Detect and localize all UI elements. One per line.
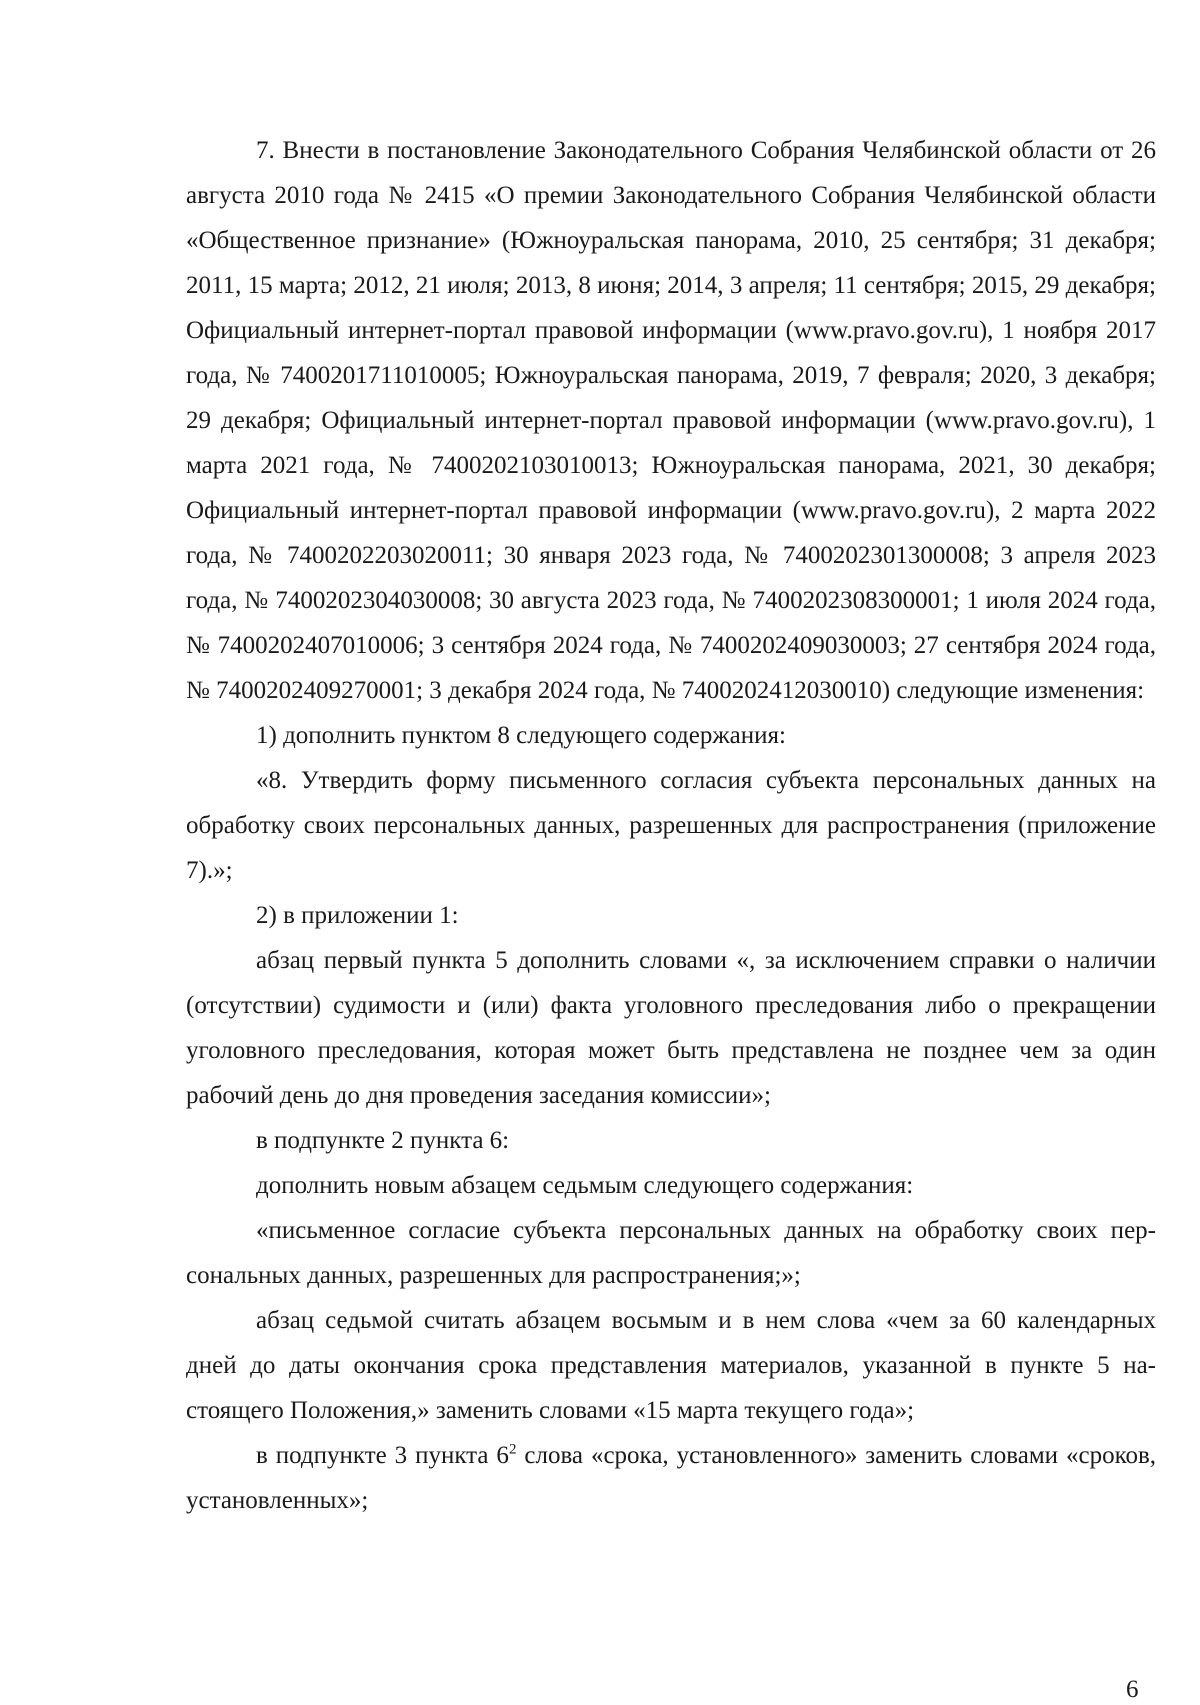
page-number: 6 — [1126, 1676, 1139, 1703]
paragraph-subclause-2-header: в подпункте 2 пункта 6: — [256, 1127, 510, 1154]
paragraph-subclause-3 — [186, 1433, 1156, 1523]
paragraph-clause-5-amendment: абзац первый пункта 5 дополнить словами «, за исключением справки о наличии (отсутствии) судимости и (или) факта уголовного преследования либо о прекращении уголовного преследования, которая может быть представлена не позднее чем за один рабочий день до дня проведения заседания комиссии»; — [186, 947, 1156, 1109]
paragraph-quote-item-8: «8. Утвердить форму письменного согласия субъекта персональных данных на обработку своих персональных данных, разрешенных для распространения (приложение 7).»; — [186, 767, 1156, 884]
paragraph-new-abzac-text: «письменное согласие субъекта персональных данных на обработку своих персональных данных, разрешенных для распространения;»; — [186, 1217, 1156, 1289]
paragraph-new-abzac-intro: дополнить новым абзацем седьмым следующего содержания: — [256, 1172, 914, 1199]
superscript-2: 2 — [508, 1441, 517, 1458]
paragraph-subitem-2: 2) в приложении 1: — [256, 902, 459, 929]
paragraph-abzac-renumber: абзац седьмой считать абзацем восьмым и в нем слова «чем за 60 календарных дней до даты окончания срока представления материалов, указанной в пункте 5 настоящего Положения,» заменить словами «15 марта текущего года»; — [186, 1307, 1156, 1424]
paragraph-subclause-3-after: слова «срока, установленного» заменить словами «сроков, установленных»; — [186, 1442, 1156, 1514]
paragraph-item-7: 7. Внести в постановление Законодательного Собрания Челябинской области от 26 августа 2010 года № 2415 «О премии Законодательного Собрания Челябинской области «Общественное признание» (Южноуральская панорама, 2010, 25 сентября; 31 декабря; 2011, 15 марта; 2012, 21 июля; 2013, 8 июня; 2014, 3 апреля; 11 сентября; 2015, 29 декабря; Официальный интернет-портал правовой информации (www.pravo.gov.ru), 1 ноября 2017 года, № 7400201711010005; Южноуральская панорама, 2019, 7 февраля; 2020, 3 декабря; 29 декабря; Официальный интернет-портал правовой информации (www.pravo.gov.ru), 1 марта 2021 года, № 7400202103010013; Южноуральская панорама, 2021, 30 декабря; Официальный интернет-портал правовой информации (www.pravo.gov.ru), 2 марта 2022 года, № 7400202203020011; 30 января 2023 года, № 7400202301300008; 3 апреля 2023 года, № 7400202304030008; 30 августа 2023 года, № 7400202308300001; 1 июля 2024 года, № 7400202407010006; 3 сентября 2024 года, № 7400202409030003; 27 сентября 2024 года, № 7400202409270001; 3 декабря 2024 года, № 7400202412030010) следующие изменения: — [186, 137, 1156, 704]
paragraph-subclause-3-before: в подпункте 3 пункта 6 — [256, 1442, 509, 1469]
document-body — [186, 128, 1156, 1523]
paragraph-subitem-1: 1) дополнить пунктом 8 следующего содержания: — [256, 722, 786, 749]
